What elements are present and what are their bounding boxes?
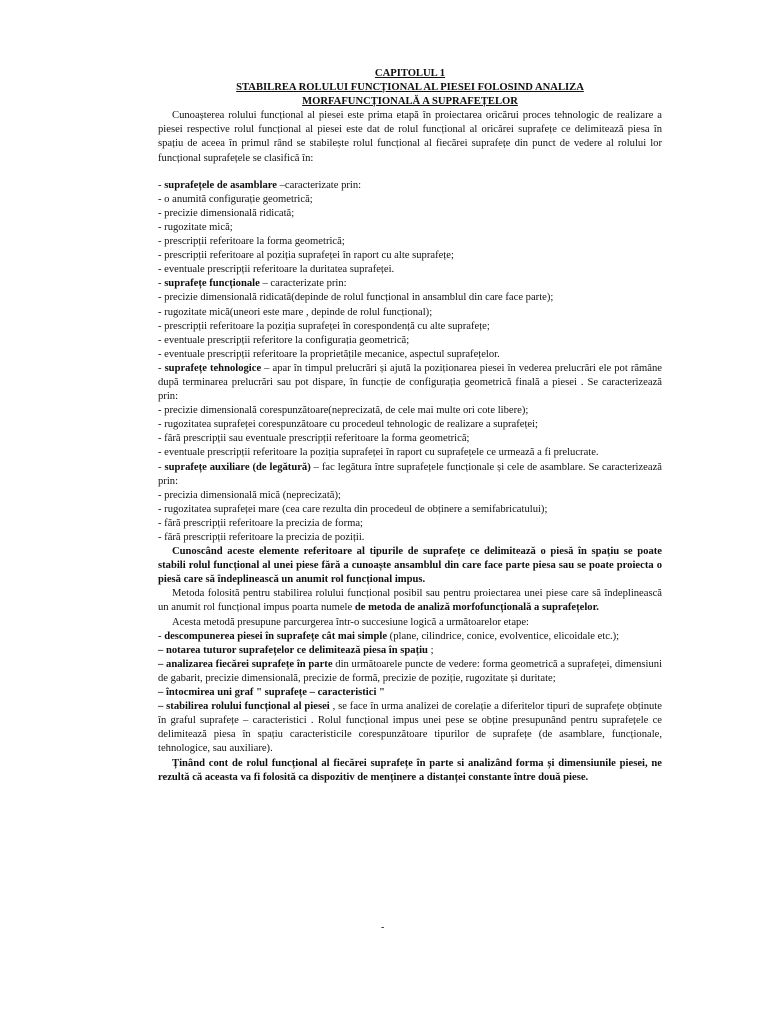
auxiliare-term: suprafețe auxiliare (de legătură) — [164, 461, 311, 473]
title-line-1: STABILREA ROLULUI FUNCȚIONAL AL PIESEI FOLOSIND ANALIZA — [236, 82, 584, 94]
step-5-term: stabilirea rolului funcțional al piesei — [166, 701, 330, 713]
auxiliare-paragraph — [158, 461, 662, 489]
list-item: - eventuale prescripții referitoare la poziția suprafeței în raport cu suprafețele ce urmează a fi prelucrate. — [158, 447, 599, 459]
method-text: Metoda folosită pentru stabilirea rolului funcțional posibil sau pentru proiectarea unei piese care să îndeplinească un anumit rol funcțional impus poarta numele — [158, 588, 662, 614]
document-body — [158, 67, 662, 785]
auxiliare-tail: – fac legătura între suprafețele funcționale și cele de asamblare. Se caracterizează prin: — [158, 461, 662, 487]
tehnologice-tail: – apar în timpul prelucrări și ajută la poziționarea piesei în vederea prelucrări ele pot rămâne după terminarea prelucrări sau pot dispare, în funcție de configurația geometrică finală a piesei . Se caracterizează prin: — [158, 362, 662, 403]
list-item: - precizie dimensională corespunzătoare(neprecizată, de cele mai multe ori cote libere); — [158, 405, 529, 417]
title-line-2: MORFAFUNCȚIONALĂ A SUPRAFEȚELOR — [302, 96, 518, 108]
step-5 — [158, 700, 662, 756]
list-item: - fără prescripții referitoare la precizia de forma; — [158, 517, 363, 529]
spacer — [158, 166, 662, 179]
step-4-term: întocmirea uni graf " suprafețe – caracteristici " — [165, 687, 385, 699]
bold-paragraph — [158, 545, 662, 587]
list-item: - precizie dimensională ridicată(depinde de rolul funcțional in ansamblul din care face parte); — [158, 292, 554, 304]
dash: - — [158, 362, 165, 374]
list-item: - eventuale prescripții referitoare la proprietățile mecanice, aspectul suprafețelor. — [158, 348, 500, 360]
dash: - — [158, 278, 165, 290]
functionale-tail: – caracterizate prin: — [259, 278, 347, 290]
method-name: de metoda de analiză morfofuncțională a suprafețelor. — [354, 602, 599, 614]
step-3-dash: – — [158, 658, 167, 670]
step-4-dash: – — [158, 687, 166, 699]
bold-paragraph-text: Cunoscând aceste elemente referitoare al tipurile de suprafețe ce delimitează o piesă în spațiu se poate stabili rolul funcțional al unei piese fără a cunoaște ansamblul din care face parte piesa sau se poate proiecta o piesă care să îndeplinească un anumit rol funcțional impus. — [158, 546, 662, 586]
list-item: - prescripții referitoare la forma geometrică; — [158, 236, 345, 248]
asamblare-tail: –caracterizate prin: — [276, 179, 362, 191]
asamblare-heading — [158, 179, 662, 193]
step-1-term: descompunerea piesei în suprafețe cât mai simple — [164, 630, 388, 642]
chapter-heading: CAPITOLUL 1 — [374, 68, 446, 79]
step-1 — [158, 630, 662, 644]
step-2-term: notarea tuturor suprafețelor ce delimitează piesa în spațiu — [165, 644, 428, 656]
list-item: - o anumită configurație geometrică; — [158, 193, 313, 205]
list-item: - fără prescripții referitoare la precizia de poziții. — [158, 532, 365, 543]
step-3-term: analizarea fiecărei suprafețe în parte — [166, 658, 333, 670]
list-item: - rugozitate mică; — [158, 221, 233, 233]
dash: - — [158, 630, 165, 642]
step-4 — [158, 686, 662, 700]
tehnologice-term: suprafețe tehnologice — [164, 362, 262, 374]
step-2-dash: – — [158, 644, 166, 656]
tehnologice-paragraph — [158, 362, 662, 404]
step-5-dash: – — [158, 701, 167, 713]
step-5-tail: , se face în urma analizei de corelație a diferitelor tipuri de suprafețe obținute în graful suprafețe – caracteristici . Rolul funcțional impus unei pese se obține presupunând pentru suprafețele ce delimitează piesa în spațiu caracteristicile corespunzătoare tipurilor de suprafețe (de asamblare, funcționale, tehnologice, sau auxiliare). — [158, 701, 662, 755]
step-2-tail: ; — [427, 644, 434, 656]
dash: - — [158, 461, 165, 473]
functionale-term: suprafețe funcționale — [164, 278, 260, 290]
list-item: - precizia dimensională mică (neprecizată); — [158, 489, 341, 501]
list-item: - precizie dimensională ridicată; — [158, 207, 295, 219]
list-item: - rugozitate mică(uneori este mare , depinde de rolul funcțional); — [158, 306, 433, 318]
list-item: - rugozitatea suprafeței corespunzătoare cu procedeul tehnologic de realizare a suprafeței; — [158, 419, 538, 431]
list-item: - rugozitatea suprafeței mare (cea care rezulta din procedeul de obținere a semifabricatului); — [158, 503, 548, 515]
list-item: - fără prescripții sau eventuale prescripții referitoare la forma geometrică; — [158, 433, 470, 445]
list-item: - eventuale prescripții referitore la configurația geometrică; — [158, 334, 410, 346]
steps-intro: Acesta metodă presupune parcurgerea într-o succesiune logică a următoarelor etape: — [172, 616, 529, 628]
step-3-tail: din următoarele puncte de vedere: forma geometrică a suprafeței, dimensiuni de gabarit, precizie dimensională, precizie de formă, precizie de poziție, rugozitate și duritate; — [158, 658, 663, 684]
list-item: - prescripții referitoare la poziția suprafeței în corespondență cu alte suprafețe; — [158, 320, 490, 332]
method-paragraph — [158, 587, 662, 615]
page-mark: - — [381, 922, 385, 933]
step-1-tail: (plane, cilindrice, conice, evolventice, elicoidale etc.); — [387, 630, 620, 642]
step-3 — [158, 658, 662, 686]
conclusion-paragraph — [158, 757, 662, 785]
step-2 — [158, 644, 662, 658]
functionale-heading — [158, 277, 662, 291]
asamblare-term: suprafețele de asamblare — [164, 179, 277, 191]
conclusion-text: Ținând cont de rolul funcțional al fiecărei suprafețe în parte si analizând forma și dimensiunile piesei, ne rezultă că aceasta va fi folosită ca dispozitiv de menținere a distanței constante între două piese. — [158, 757, 662, 783]
dash: - — [158, 179, 165, 191]
intro-paragraph: Cunoașterea rolului funcțional al piesei este prima etapă în proiectarea oricărui proces tehnologic de realizare a piesei respective rolul funcțional al piesei este dat de rolul funcțional al oricărei suprafețe ce delimitează piesa în spațiu de aceea în primul rând se stabilește rolul funcțional al fiecărei suprafețe din punct de vedere al rolului lor funcțional suprafețele se clasifică în: — [158, 110, 662, 164]
list-item: - eventuale prescripții referitoare la duritatea suprafeței. — [158, 264, 395, 276]
list-item: - prescripții referitoare al poziția suprafeței în raport cu alte suprafețe; — [158, 250, 454, 262]
